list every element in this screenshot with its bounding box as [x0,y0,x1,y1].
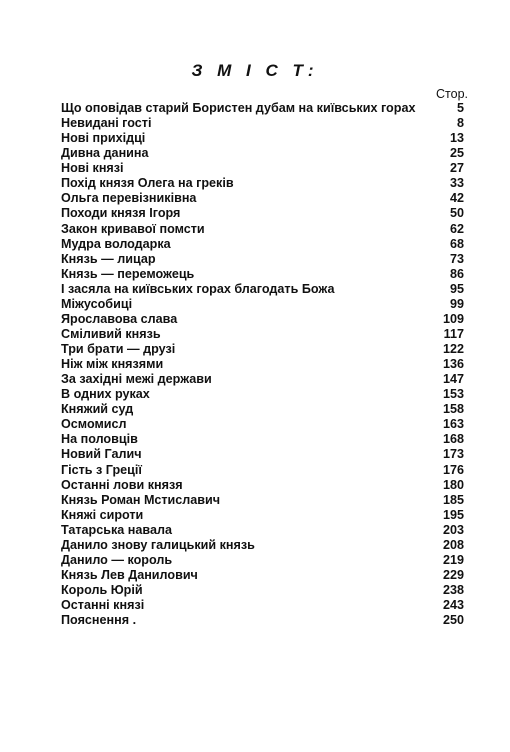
toc-entry [61,598,464,613]
toc-entry [61,463,464,478]
toc-entry [61,447,464,462]
toc-entry-page: 176 [442,462,464,477]
toc-entry-page: 208 [442,537,464,552]
toc-entry-title: На половців [61,432,138,447]
toc-entry-title: Ольга перевізниківна [61,191,197,206]
toc-entry-page: 173 [442,447,464,462]
toc-entry [61,222,464,237]
toc-entry-page: 5 [456,101,464,115]
toc-entry-page: 153 [442,387,464,402]
toc-entry-title: Нові князі [61,161,124,176]
toc-entry-page: 122 [442,342,464,356]
toc-entry [61,372,464,387]
toc-entry-page: 163 [442,417,464,432]
toc-entry [61,191,464,206]
toc-entry [61,282,464,297]
toc-entry-title: Князь — лицар [61,251,156,266]
toc-entry-page: 99 [449,296,464,311]
toc-entry-title: Закон кривавої помсти [61,221,205,236]
toc-entry-title: За західні межі держави [61,372,212,387]
toc-entry [61,237,464,252]
toc-entry [61,206,464,221]
toc-entry-title: Король Юрій [61,583,143,597]
toc-entry-title: Дивна данина [61,146,149,161]
toc-entry [61,538,464,553]
toc-entry-page: 238 [442,583,464,597]
toc-entry [61,176,464,191]
toc-entry-title: Невидані гості [61,116,152,131]
toc-entry [61,116,464,131]
toc-entry-title: Ніж між князями [61,357,164,372]
toc-entry-title: Пояснення . [61,613,137,628]
toc-entry-title: Князь — переможець [61,266,195,281]
toc-entry [61,417,464,432]
toc-entry-page: 168 [442,432,464,447]
toc-entry [61,161,464,176]
toc-entry [61,327,464,342]
toc-entry-page: 250 [442,613,464,628]
toc-entry-title: Данило знову галицький князь [61,537,255,552]
toc-entry-title: Що оповідав старий Бористен дубам на київських горах [61,101,416,115]
toc-entry-title: Гість з Греції [61,462,142,477]
toc-entry-page: 42 [449,191,464,206]
toc-entry-page: 109 [442,311,464,326]
table-of-contents [61,101,464,628]
toc-entry-page: 185 [442,492,464,507]
toc-entry-title: Князь Лев Данилович [61,567,198,582]
toc-entry [61,357,464,372]
toc-entry [61,267,464,282]
toc-entry [61,312,464,327]
page-column-label: Стор. [436,87,468,101]
toc-entry-page: 25 [449,146,464,161]
toc-entry [61,387,464,402]
contents-heading: З М І С Т: [191,61,319,80]
toc-entry-page: 8 [456,116,464,131]
toc-entry-title: Нові прихідці [61,131,146,146]
toc-entry-title: Останні лови князя [61,477,183,492]
toc-entry-page: 158 [442,402,464,417]
toc-entry [61,478,464,493]
toc-entry-title: Осмомисл [61,417,127,432]
toc-entry-page: 243 [442,598,464,613]
toc-entry-title: Татарська навала [61,522,172,537]
toc-entry-title: Княжий суд [61,402,134,417]
toc-entry-title: Княжі сироти [61,507,144,522]
toc-entry [61,568,464,583]
toc-entry [61,553,464,568]
toc-entry [61,297,464,312]
toc-entry-title: Походи князя Ігоря [61,206,181,221]
toc-entry [61,613,464,628]
toc-entry-page: 180 [442,477,464,492]
toc-entry-title: Сміливий князь [61,326,161,341]
toc-entry-page: 195 [442,507,464,522]
toc-entry-page: 203 [442,522,464,537]
toc-entry-page: 117 [443,326,464,341]
toc-entry-title: В одних руках [61,387,150,402]
toc-entry [61,583,464,598]
toc-entry-page: 147 [442,372,464,387]
toc-entry-title: Похід князя Олега на греків [61,176,234,191]
toc-entry [61,402,464,417]
toc-entry [61,493,464,508]
toc-entry-page: 73 [449,251,464,266]
toc-entry-page: 33 [449,176,464,191]
toc-entry-title: Данило — король [61,552,173,567]
toc-entry-page: 13 [449,131,464,146]
toc-entry-title: Мудра володарка [61,236,171,251]
toc-entry-page: 86 [449,266,464,281]
toc-entry-page: 136 [442,357,464,372]
toc-entry-title: Новий Галич [61,447,142,462]
toc-entry [61,252,464,267]
toc-entry-page: 68 [449,236,464,251]
toc-entry-page: 95 [449,281,464,296]
toc-entry [61,342,464,357]
toc-entry-title: Останні князі [61,598,145,613]
toc-entry-title: Міжусобиці [61,296,133,311]
toc-entry-title: І засяла на київських горах благодать Божа [61,281,335,296]
toc-entry [61,146,464,161]
toc-entry-page: 229 [442,567,464,582]
toc-entry-page: 27 [449,161,464,176]
toc-entry-page: 219 [442,552,464,567]
toc-entry-title: Князь Роман Мстиславич [61,492,221,507]
toc-entry [61,131,464,146]
toc-entry [61,432,464,447]
toc-entry [61,508,464,523]
toc-entry-page: 62 [449,221,464,236]
toc-entry-title: Ярославова слава [61,311,178,326]
toc-entry-page: 50 [449,206,464,221]
toc-entry [61,101,464,116]
toc-entry-title: Три брати — друзі [61,342,176,356]
toc-entry [61,523,464,538]
